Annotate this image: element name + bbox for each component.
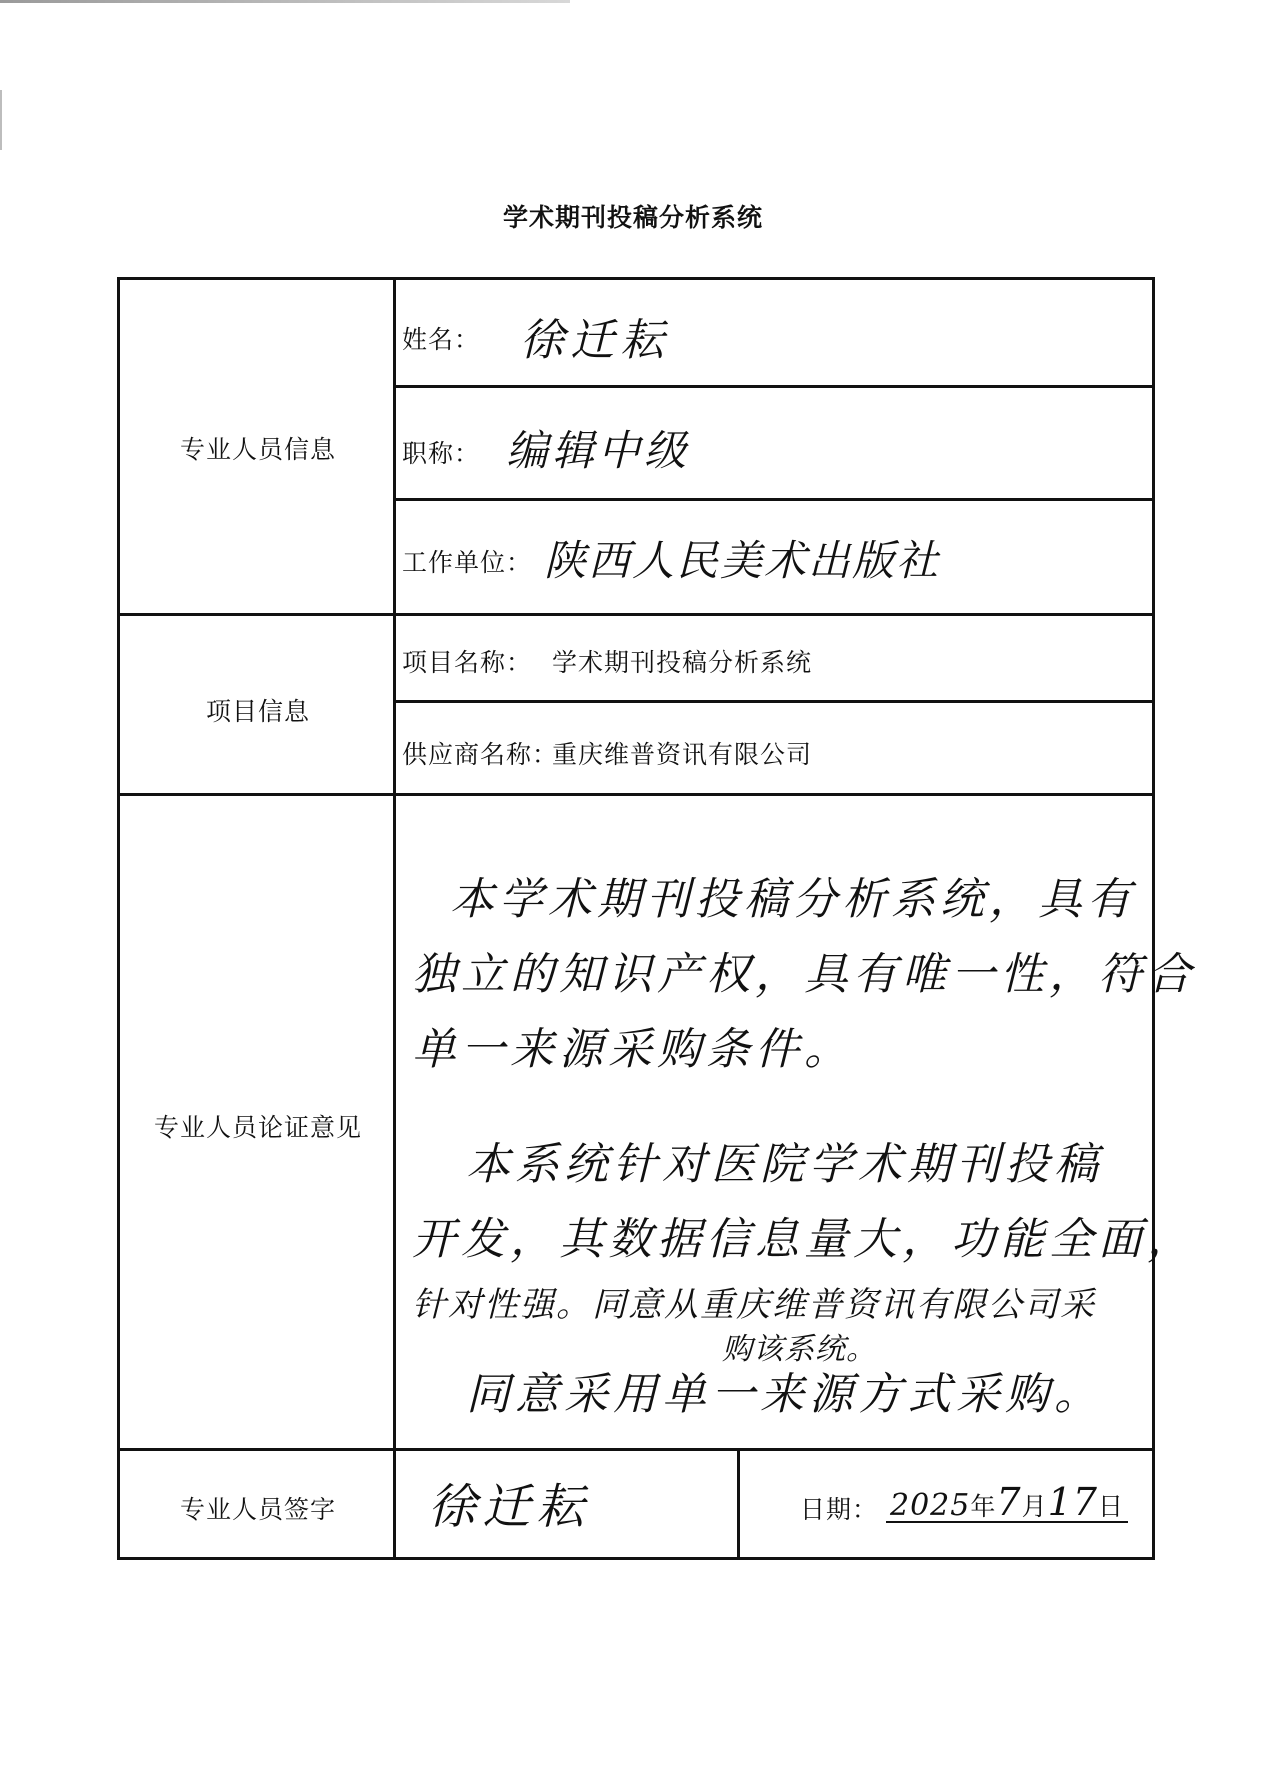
supplier-label: 供应商名称： — [402, 740, 559, 769]
opinion-line: 购该系统。 — [722, 1332, 877, 1367]
opinion-line: 本学术期刊投稿分析系统，具有 — [450, 874, 1136, 925]
supplier-value: 重庆维普资讯有限公司 — [552, 740, 813, 769]
document-title: 学术期刊投稿分析系统 — [502, 203, 763, 232]
name-label: 姓名： — [402, 325, 481, 354]
date-label: 日期： — [800, 1495, 879, 1524]
date-month-unit: 月 — [1021, 1492, 1048, 1521]
column-divider — [737, 1450, 740, 1560]
section-divider — [120, 1448, 1152, 1451]
employer-handwritten: 陕西人民美术出版社 — [544, 536, 941, 585]
signature-handwritten: 徐迁耘 — [428, 1479, 591, 1535]
date-value — [886, 1480, 1128, 1524]
row-divider — [393, 700, 1152, 703]
date-year: 2025 — [890, 1488, 971, 1523]
opinion-line: 同意采用单一来源方式采购。 — [466, 1369, 1103, 1420]
opinion-line: 本系统针对医院学术期刊投稿 — [466, 1139, 1103, 1190]
row-divider — [393, 385, 1152, 388]
project-name-value: 学术期刊投稿分析系统 — [552, 648, 813, 677]
date-month: 7 — [996, 1480, 1022, 1524]
scan-edge — [0, 0, 570, 3]
form-table — [117, 277, 1196, 1560]
row-divider — [393, 498, 1152, 501]
job-title-label: 职称： — [402, 439, 481, 468]
project-section-label: 项目信息 — [205, 697, 310, 726]
name-handwritten: 徐迁耘 — [520, 315, 670, 366]
date-year-unit: 年 — [970, 1492, 997, 1521]
employer-label: 工作单位： — [402, 548, 533, 577]
project-name-label: 项目名称： — [402, 648, 533, 677]
section-divider — [120, 613, 1152, 616]
date-day: 17 — [1047, 1480, 1098, 1524]
job-title-handwritten: 编辑中级 — [506, 426, 691, 475]
opinion-section-label: 专业人员论证意见 — [153, 1113, 362, 1142]
scan-edge — [0, 90, 2, 150]
opinion-line: 单一来源采购条件。 — [412, 1024, 853, 1075]
opinion-line: 独立的知识产权，具有唯一性，符合 — [412, 949, 1196, 1000]
signature-section-label: 专业人员签字 — [179, 1495, 336, 1524]
section-divider — [120, 793, 1152, 796]
opinion-line: 开发，其数据信息量大，功能全面， — [412, 1214, 1196, 1265]
personnel-section-label: 专业人员信息 — [179, 435, 336, 464]
date-day-unit: 日 — [1097, 1492, 1124, 1521]
opinion-line: 针对性强。同意从重庆维普资讯有限公司采 — [412, 1285, 1096, 1325]
